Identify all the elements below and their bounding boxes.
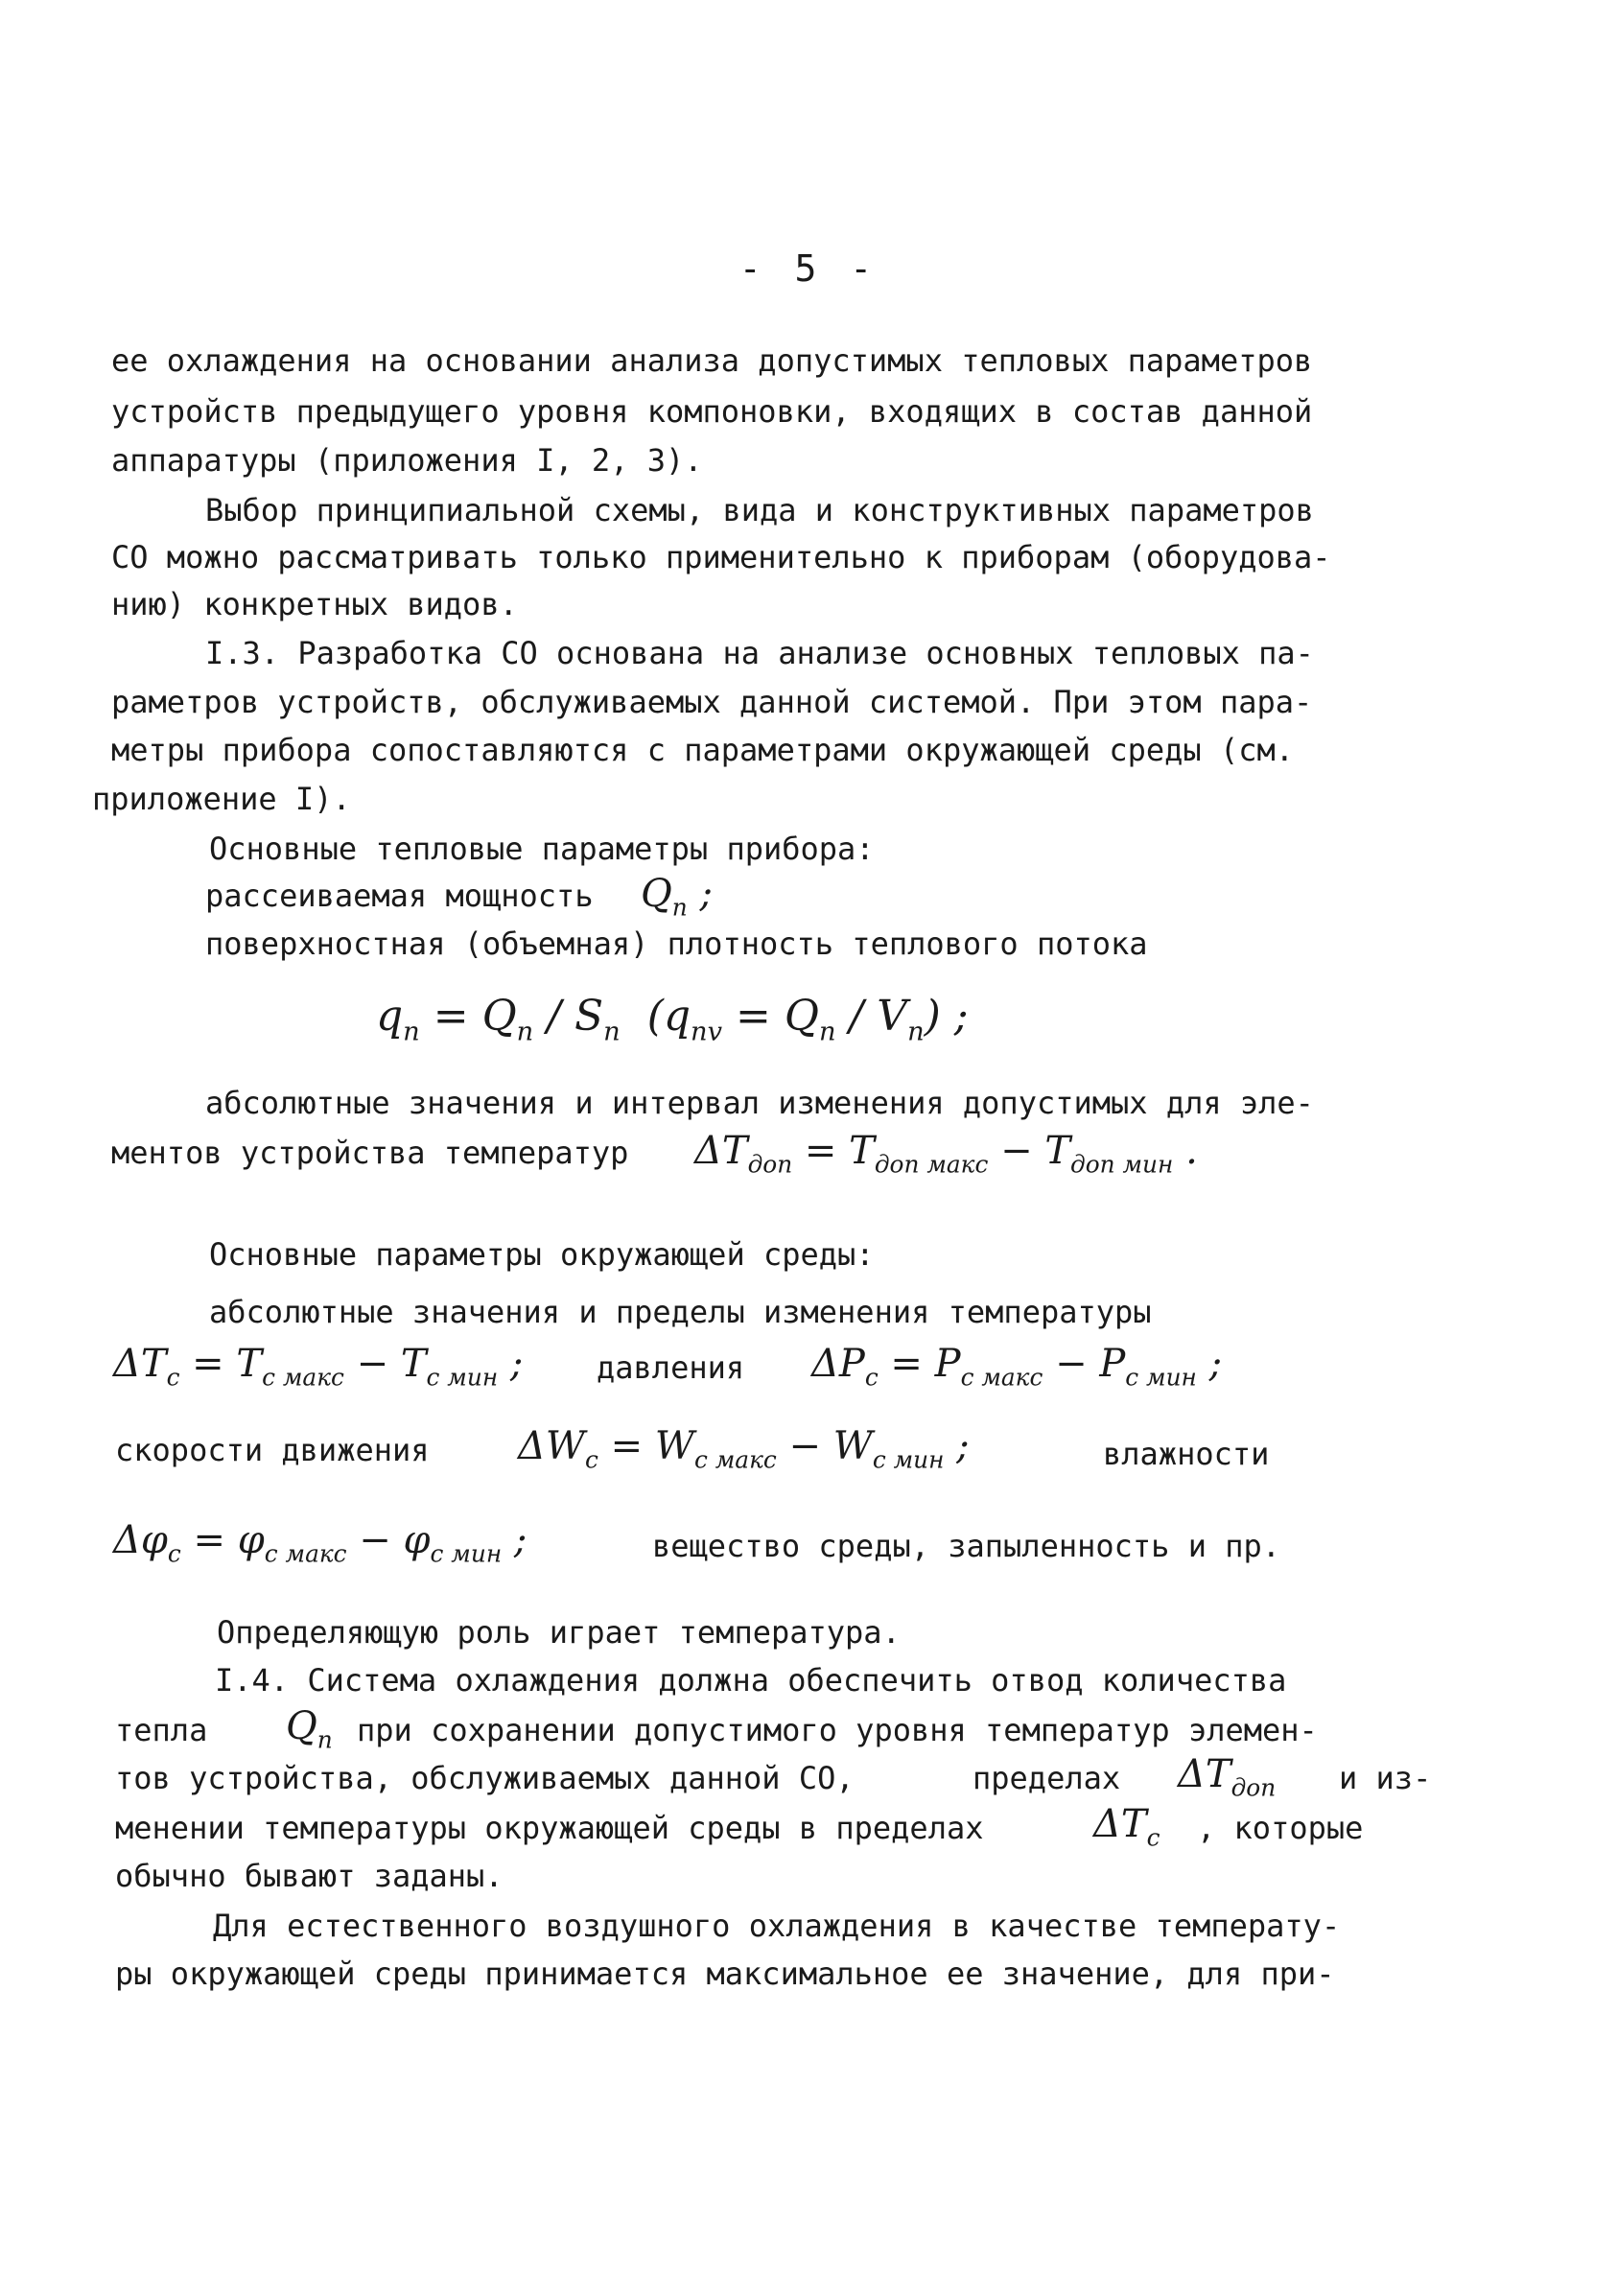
text-line: рассеиваемая мощность bbox=[205, 878, 594, 914]
text-line: Для естественного воздушного охлаждения в качестве температу- bbox=[213, 1908, 1341, 1944]
text-line: раметров устройств, обслуживаемых данной системой. При этом пара- bbox=[111, 684, 1313, 720]
text-line: при сохранении допустимого уровня температур элемен- bbox=[357, 1712, 1318, 1748]
text-line: ментов устройства температур bbox=[111, 1135, 629, 1171]
text-line: влажности bbox=[1103, 1436, 1270, 1472]
section-1-3-line: I.3. Разработка СО основана на анализе основных тепловых па- bbox=[205, 635, 1314, 671]
text-line: СО можно рассматривать только применительно к приборам (оборудова- bbox=[111, 539, 1331, 575]
text-line: ее охлаждения на основании анализа допустимых тепловых параметров bbox=[111, 342, 1313, 379]
text-line: Основные тепловые параметры прибора: bbox=[209, 831, 875, 867]
formula-delta-wc: $\Delta W_c = W_{c макс} - W_{c мин}$ ; bbox=[518, 1424, 970, 1474]
text-line: обычно бывают заданы. bbox=[115, 1858, 504, 1894]
formula-delta-tc: $\Delta T_c = T_{c макс} - T_{c мин}$ ; bbox=[113, 1342, 524, 1392]
text-line: аппаратуры (приложения I, 2, 3). bbox=[111, 442, 703, 479]
text-line: поверхностная (объемная) плотность теплового потока bbox=[205, 925, 1148, 962]
text-line: тепла bbox=[115, 1712, 208, 1748]
formula-qp: $Q_п$ ; bbox=[641, 872, 713, 922]
text-line: метры прибора сопоставляются с параметрами окружающей среды (см. bbox=[111, 732, 1294, 768]
text-line: давления bbox=[597, 1349, 745, 1386]
text-line: и из- bbox=[1339, 1760, 1432, 1796]
text-line: менении температуры окружающей среды в пределах bbox=[115, 1810, 984, 1846]
formula-qp-inline: $Q_п$ bbox=[286, 1704, 333, 1754]
formula-delta-pc: $\Delta P_c = P_{c макс} - P_{c мин}$ ; bbox=[811, 1342, 1223, 1392]
text-line: пределах bbox=[973, 1760, 1121, 1796]
page-number: - 5 - bbox=[738, 247, 879, 290]
text-line: , которые bbox=[1197, 1810, 1364, 1846]
text-line: абсолютные значения и интервал изменения допустимых для эле- bbox=[205, 1085, 1314, 1121]
text-line: Выбор принципиальной схемы, вида и конструктивных параметров bbox=[205, 492, 1314, 528]
text-line: Основные параметры окружающей среды: bbox=[209, 1236, 875, 1273]
text-line: нию) конкретных видов. bbox=[111, 586, 518, 622]
section-1-4-line: I.4. Система охлаждения должна обеспечить отвод количества bbox=[215, 1662, 1287, 1699]
text-line: тов устройства, обслуживаемых данной СО, bbox=[115, 1760, 855, 1796]
text-line: абсолютные значения и пределы изменения температуры bbox=[209, 1294, 1152, 1330]
formula-heat-flux-density: $q_п = Q_п / S_п$ $(q_{пv} = Q_п / V_п)$ ; bbox=[376, 992, 969, 1047]
text-line: устройств предыдущего уровня компоновки, входящих в состав данной bbox=[111, 393, 1313, 430]
formula-delta-tc-inline: $\Delta T_c$ bbox=[1093, 1802, 1160, 1852]
text-line: Определяющую роль играет температура. bbox=[217, 1614, 901, 1651]
formula-delta-t-dop-inline: $\Delta T_{доп}$ bbox=[1178, 1752, 1277, 1802]
text-line: ры окружающей среды принимается максимальное ее значение, для при- bbox=[115, 1956, 1335, 1992]
text-line: вещество среды, запыленность и пр. bbox=[652, 1528, 1281, 1564]
text-line: приложение I). bbox=[92, 781, 351, 817]
text-line: скорости движения bbox=[115, 1432, 430, 1468]
formula-delta-phi-c: $\Delta\varphi_c = \varphi_{c макс} - \varphi_{c мин}$ ; bbox=[113, 1518, 527, 1568]
formula-delta-t-dop: $\Delta T_{доп} = T_{доп макс} - T_{доп мин}$ . bbox=[694, 1129, 1198, 1179]
